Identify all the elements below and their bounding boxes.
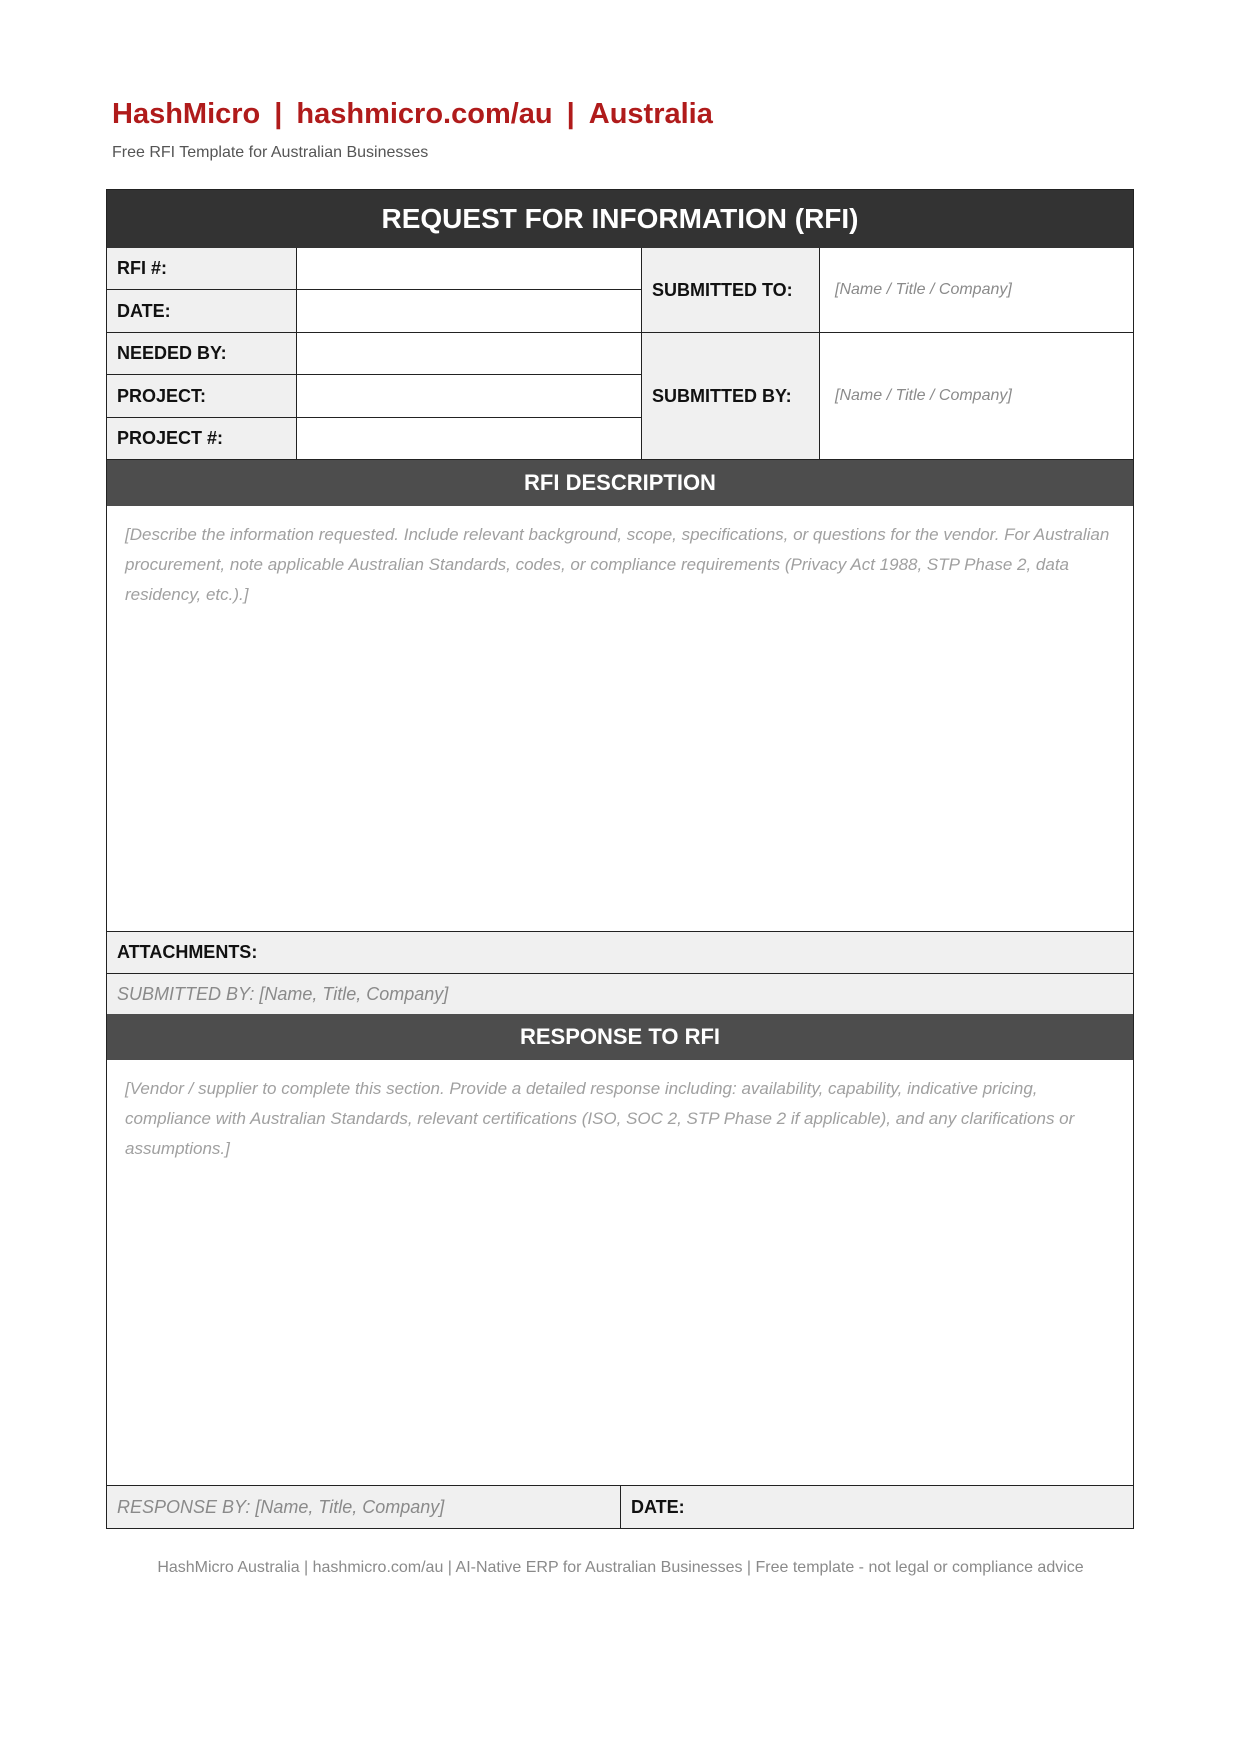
description-submitted-by-text: SUBMITTED BY: [Name, Title, Company] xyxy=(117,983,449,1004)
project-label: PROJECT: xyxy=(107,375,297,418)
project-number-field[interactable] xyxy=(297,418,642,460)
date-label: DATE: xyxy=(107,290,297,333)
rfi-description-heading: RFI DESCRIPTION xyxy=(107,460,1133,506)
response-by-row[interactable] xyxy=(107,1485,621,1528)
rfi-description-text[interactable]: [Describe the information requested. Include relevant background, scope, specifications, or questions for the vendor. For Australian procurement, note applicable Australian Standards, codes, or compliance requirements (Privacy Act 1988, STP Phase 2, data residency, etc.).] xyxy=(125,525,1110,604)
response-by-text: RESPONSE BY: [Name, Title, Company] xyxy=(117,1496,445,1517)
project-field[interactable] xyxy=(297,375,642,418)
project-number-label: PROJECT #: xyxy=(107,418,297,460)
submitted-by-field[interactable] xyxy=(820,333,1133,460)
page-footer: HashMicro Australia | hashmicro.com/au | AI-Native ERP for Australian Businesses | Free template - not legal or compliance advice xyxy=(157,1559,1084,1576)
description-submitted-by-row[interactable] xyxy=(107,973,1133,1014)
submitted-by-placeholder: [Name / Title / Company] xyxy=(835,387,1012,404)
brand-separator: | xyxy=(274,98,283,130)
brand-separator: | xyxy=(566,98,575,130)
date-field[interactable] xyxy=(297,290,642,333)
form-title: REQUEST FOR INFORMATION (RFI) xyxy=(107,190,1133,248)
response-date-row[interactable] xyxy=(621,1485,1133,1528)
submitted-by-label: SUBMITTED BY: xyxy=(642,333,820,460)
brand-country: Australia xyxy=(588,98,713,130)
submitted-to-label: SUBMITTED TO: xyxy=(642,248,820,333)
document-subtitle: Free RFI Template for Australian Businesses xyxy=(112,144,429,161)
brand-site: hashmicro.com/au xyxy=(296,98,553,130)
rfi-number-field[interactable] xyxy=(297,248,642,290)
submitted-to-placeholder: [Name / Title / Company] xyxy=(835,281,1012,298)
response-date-label: DATE: xyxy=(631,1496,685,1517)
attachments-label: ATTACHMENTS: xyxy=(117,942,258,962)
brand-header xyxy=(112,98,713,131)
brand-name: HashMicro xyxy=(112,98,261,130)
response-heading: RESPONSE TO RFI xyxy=(107,1014,1133,1060)
rfi-form xyxy=(106,189,1134,1529)
rfi-number-label: RFI #: xyxy=(107,248,297,290)
needed-by-label: NEEDED BY: xyxy=(107,333,297,375)
submitted-to-field[interactable] xyxy=(820,248,1133,333)
attachments-row[interactable] xyxy=(107,931,1133,973)
needed-by-field[interactable] xyxy=(297,333,642,375)
response-text[interactable]: [Vendor / supplier to complete this section. Provide a detailed response including: availability, capability, indicative pricing, compliance with Australian Standards, relevant certifications (ISO, SOC 2, STP Phase 2 if applicable), and any clarifications or assumptions.] xyxy=(125,1079,1075,1158)
